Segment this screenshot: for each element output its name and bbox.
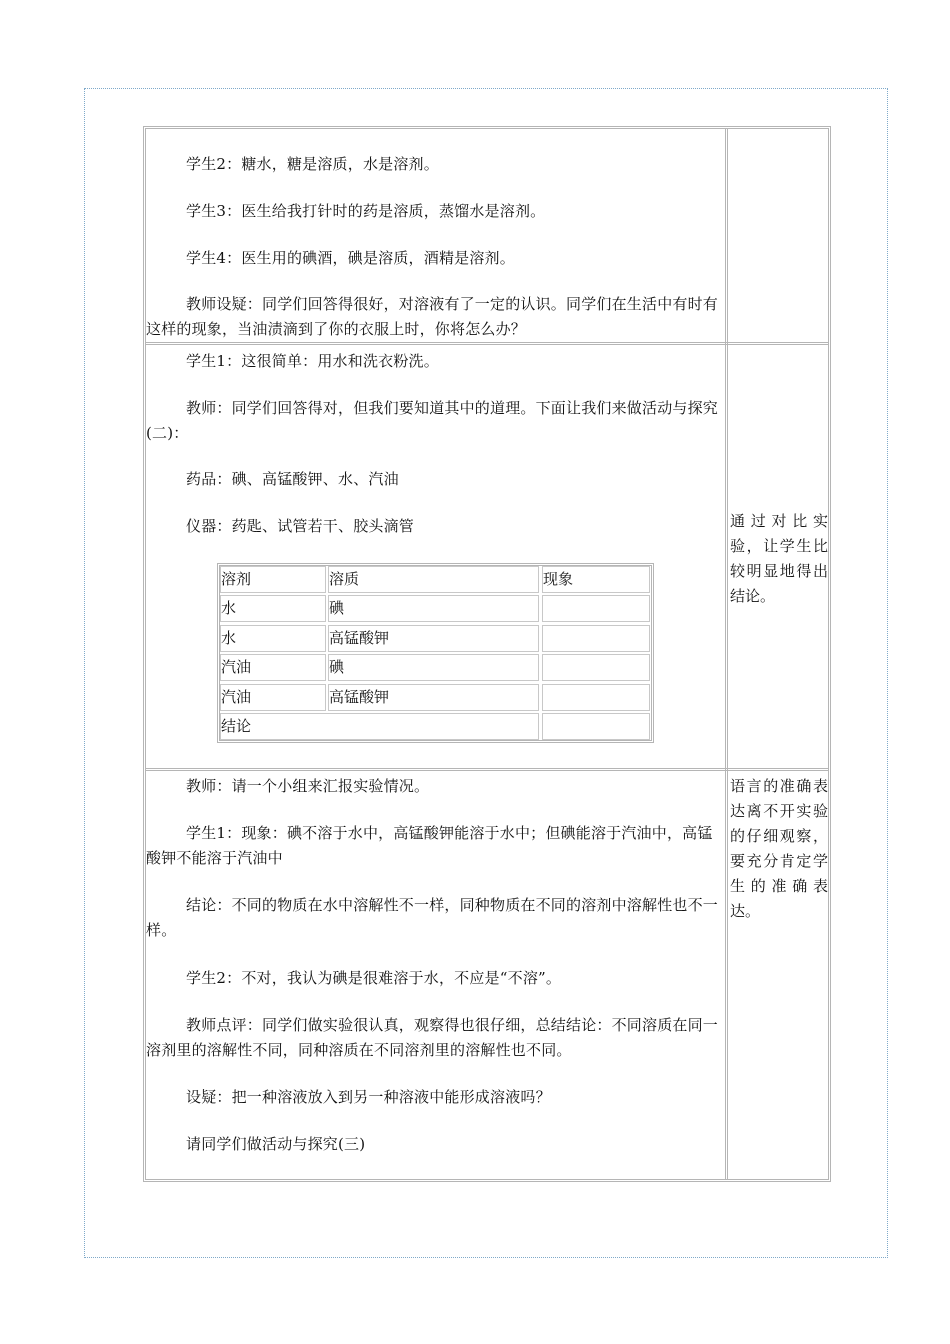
paragraph: 学生3：医生给我打针时的药是溶质，蒸馏水是溶剂。 — [186, 202, 546, 220]
cell-outline — [542, 654, 650, 681]
teaching-note: 通过对比实验，让学生比较明显地得出结论。 — [730, 512, 828, 605]
table-cell — [540, 683, 543, 712]
paragraph: 设疑：把一种溶液放入到另一种溶液中能形成溶液吗？ — [186, 1088, 551, 1106]
cell-outline — [328, 654, 539, 681]
table-header-cell: 现象 — [543, 570, 574, 588]
table-cell: 高锰酸钾 — [329, 688, 390, 706]
paragraph: 仪器：药匙、试管若干、胶头滴管 — [186, 517, 415, 535]
paragraph: 教师：同学们回答得对，但我们要知道其中的道理。下面让我们来做活动与探究(二)： — [146, 399, 719, 442]
paragraph: 学生1：现象：碘不溶于水中，高锰酸钾能溶于水中；但碘能溶于汽油中，高锰酸钾不能溶于汽油中 — [146, 824, 713, 867]
table-cell — [540, 653, 543, 682]
table-cell: 碘 — [329, 658, 345, 676]
cell-outline — [542, 684, 650, 711]
table-cell — [540, 594, 543, 623]
row-divider-2 — [145, 768, 828, 771]
table-cell: 汽油 — [221, 688, 252, 706]
paragraph: 学生2：不对，我认为碘是很难溶于水，不应是“不溶”。 — [186, 969, 562, 987]
row-divider-1 — [145, 342, 828, 345]
cell-outline — [220, 713, 539, 740]
paragraph: 药品：碘、高锰酸钾、水、汽油 — [186, 470, 399, 488]
paragraph: 请同学们做活动与探究(三) — [186, 1135, 366, 1153]
table-cell — [540, 624, 543, 653]
table-cell: 高锰酸钾 — [329, 629, 390, 647]
table-cell: 水 — [221, 599, 237, 617]
paragraph: 学生1：这很简单：用水和洗衣粉洗。 — [186, 352, 439, 370]
cell-outline — [542, 625, 650, 652]
cell-outline — [542, 595, 650, 622]
cell-outline — [328, 595, 539, 622]
table-header-cell: 溶质 — [329, 570, 360, 588]
paragraph: 教师设疑：同学们回答得很好，对溶液有了一定的认识。同学们在生活中有时有这样的现象，当油渍滴到了你的衣服上时，你将怎么办？ — [146, 295, 719, 338]
paragraph: 学生2：糖水，糖是溶质，水是溶剂。 — [186, 155, 439, 173]
table-conclusion-label: 结论 — [221, 717, 252, 735]
table-cell: 碘 — [329, 599, 345, 617]
cell-outline — [542, 713, 650, 740]
teaching-note: 语言的准确表达离不开实验的仔细观察，要充分肯定学生的准确表达。 — [730, 777, 828, 920]
table-cell: 水 — [221, 629, 237, 647]
paragraph: 教师点评：同学们做实验很认真，观察得也很仔细，总结结论：不同溶质在同一溶剂里的溶解性不同，同种溶质在不同溶剂里的溶解性也不同。 — [146, 1016, 719, 1059]
paragraph: 结论：不同的物质在水中溶解性不一样，同种物质在不同的溶剂中溶解性也不一样。 — [146, 896, 719, 939]
paragraph: 教师：请一个小组来汇报实验情况。 — [186, 777, 430, 795]
table-cell: 汽油 — [221, 658, 252, 676]
table-header-cell: 溶剂 — [221, 570, 252, 588]
cell-outline — [328, 566, 539, 593]
paragraph: 学生4：医生用的碘酒，碘是溶质，酒精是溶剂。 — [186, 249, 515, 267]
